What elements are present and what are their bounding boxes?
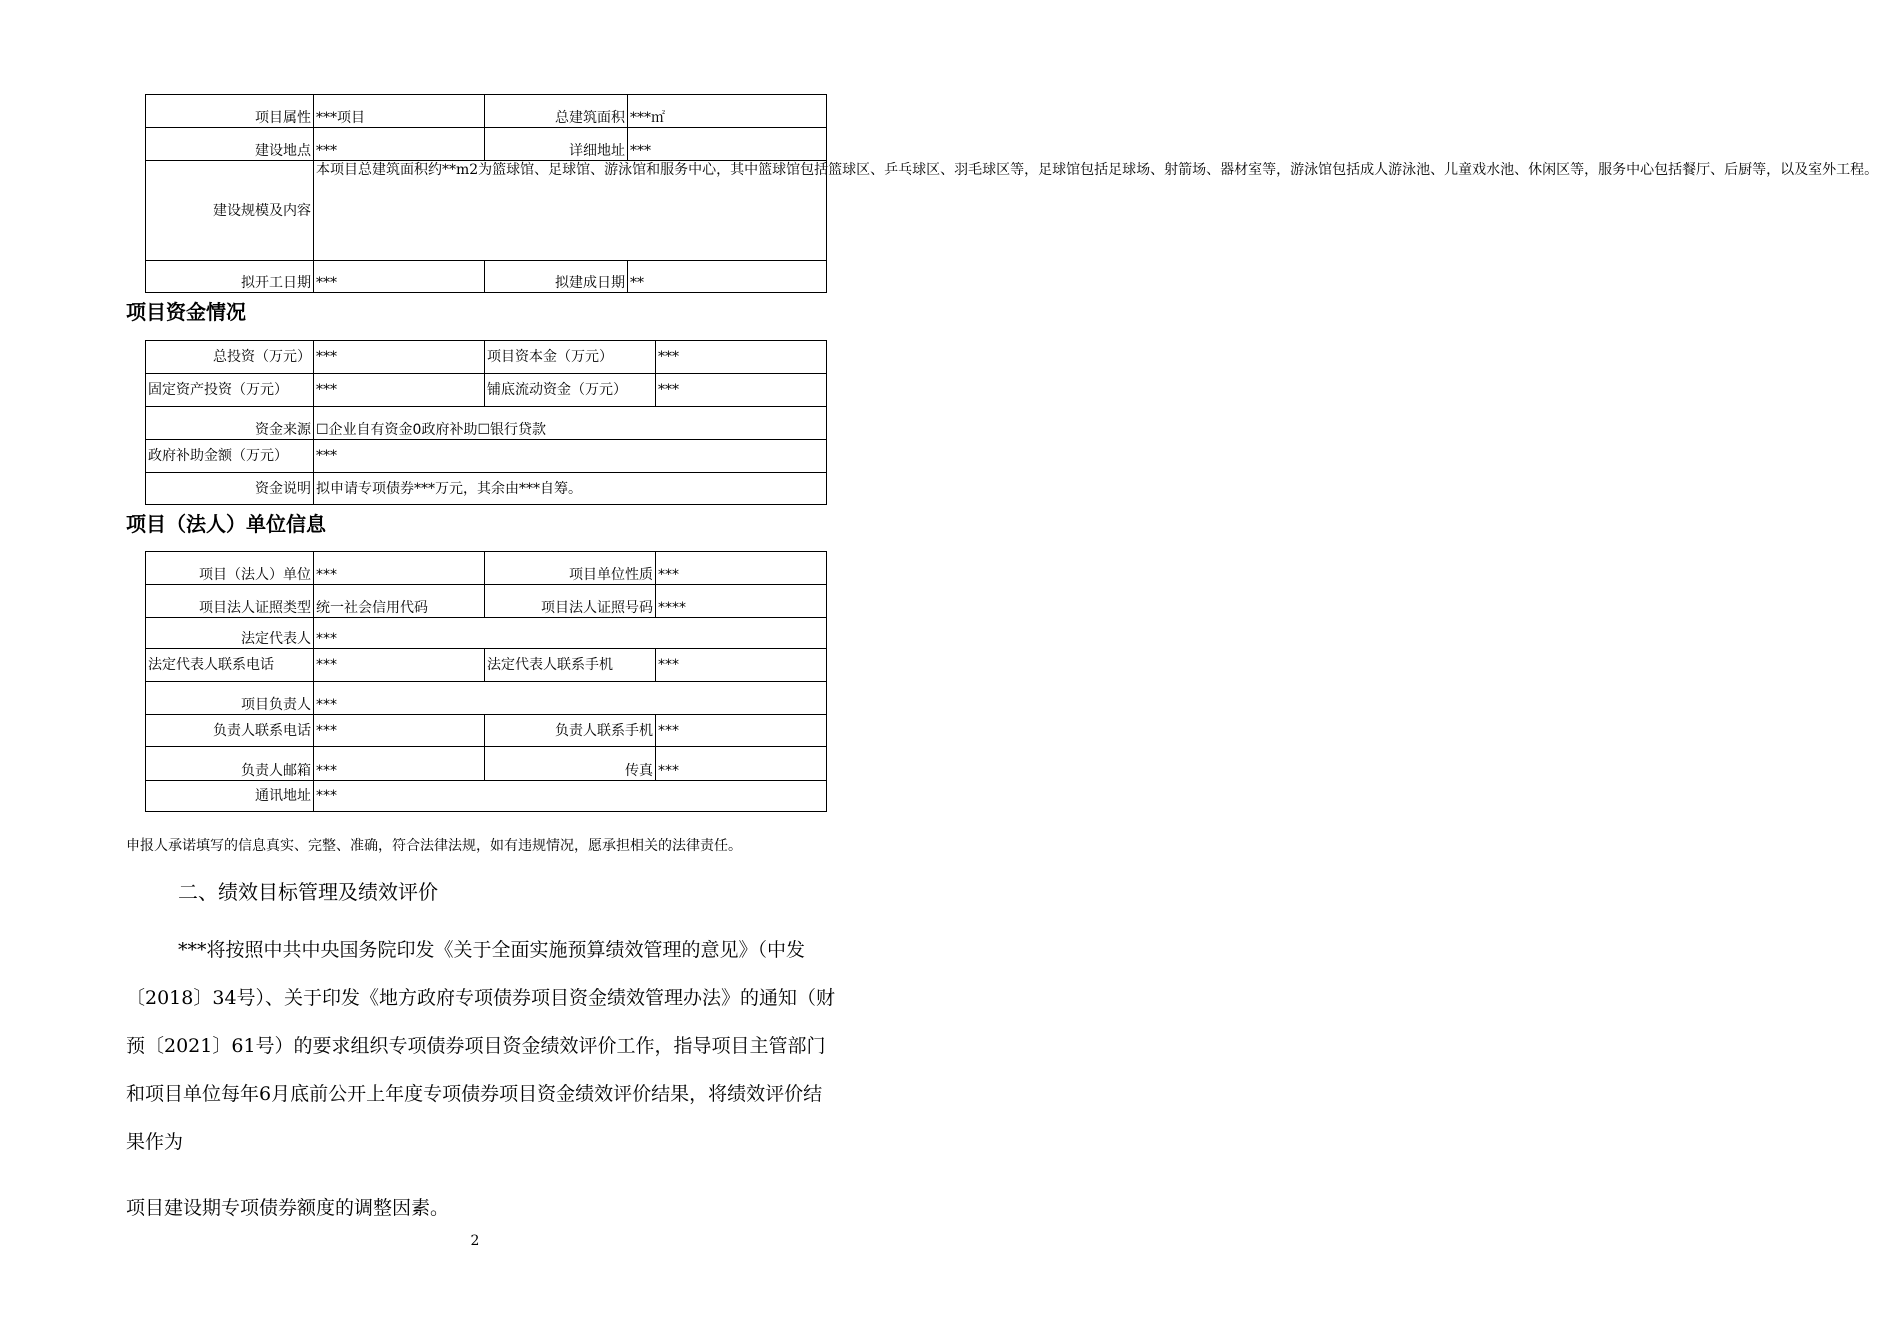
section2-body [126, 926, 836, 1166]
label-subsidy: 政府补助金额（万元） [146, 440, 314, 473]
value-cert-number: **** [656, 585, 827, 618]
label-unit: 项目（法人）单位 [146, 552, 314, 585]
value-unit-nature: *** [656, 552, 827, 585]
unit-heading: 项目（法人）单位信息 [126, 512, 326, 536]
value-rep-mobile: *** [656, 649, 827, 682]
label-total-area: 总建筑面积 [485, 95, 628, 128]
label-total-investment: 总投资（万元） [146, 341, 314, 374]
section2-title: 二、绩效目标管理及绩效评价 [178, 880, 438, 904]
label-project-owner: 项目负责人 [146, 682, 314, 715]
label-scope: 建设规模及内容 [146, 161, 314, 261]
value-project-owner: *** [314, 682, 827, 715]
page-number: 2 [470, 1233, 480, 1249]
value-subsidy: *** [314, 440, 827, 473]
label-cert-type: 项目法人证照类型 [146, 585, 314, 618]
label-legal-rep: 法定代表人 [146, 618, 314, 649]
label-fund-note: 资金说明 [146, 473, 314, 505]
unit-table [145, 551, 827, 812]
value-fixed-assets: *** [314, 374, 485, 407]
value-address: *** [628, 128, 827, 161]
label-project-attribute: 项目属性 [146, 95, 314, 128]
funds-heading: 项目资金情况 [126, 300, 246, 324]
value-start-date: *** [314, 261, 485, 293]
applicant-pledge: 申报人承诺填写的信息真实、完整、准确，符合法律法规，如有违规情况，愿承担相关的法律责任。 [126, 838, 742, 854]
project-basic-table [145, 94, 1878, 293]
value-total-area: ***㎡ [628, 95, 827, 128]
label-rep-mobile: 法定代表人联系手机 [485, 649, 656, 682]
label-cert-number: 项目法人证照号码 [485, 585, 656, 618]
label-site: 建设地点 [146, 128, 314, 161]
label-unit-nature: 项目单位性质 [485, 552, 656, 585]
value-legal-rep: *** [314, 618, 827, 649]
label-capital: 项目资本金（万元） [485, 341, 656, 374]
label-rep-phone: 法定代表人联系电话 [146, 649, 314, 682]
funds-table [145, 340, 827, 505]
label-owner-phone: 负责人联系电话 [146, 715, 314, 747]
value-finish-date: ** [628, 261, 827, 293]
value-fund-source: ☐企业自有资金0政府补助☐银行贷款 [314, 407, 827, 440]
value-total-investment: *** [314, 341, 485, 374]
value-rep-phone: *** [314, 649, 485, 682]
label-working-capital: 铺底流动资金（万元） [485, 374, 656, 407]
label-fund-source: 资金来源 [146, 407, 314, 440]
label-finish-date: 拟建成日期 [485, 261, 628, 293]
label-fax: 传真 [485, 747, 656, 781]
value-project-attribute: ***项目 [314, 95, 485, 128]
label-owner-mobile: 负责人联系手机 [485, 715, 656, 747]
value-working-capital: *** [656, 374, 827, 407]
value-fund-note: 拟申请专项债券***万元，其余由***自筹。 [314, 473, 827, 505]
label-owner-email: 负责人邮箱 [146, 747, 314, 781]
label-address: 详细地址 [485, 128, 628, 161]
value-cert-type: 统一社会信用代码 [314, 585, 485, 618]
value-capital: *** [656, 341, 827, 374]
value-scope: 本项目总建筑面积约**m2为篮球馆、足球馆、游泳馆和服务中心，其中篮球馆包括篮球区、乒乓球区、羽毛球区等，足球馆包括足球场、射箭场、器材室等，游泳馆包括成人游泳池、儿童戏水池、休闲区等，服务中心包括餐厅、后厨等，以及室外工程。 [314, 161, 827, 261]
value-owner-email: *** [314, 747, 485, 781]
label-mailing-address: 通讯地址 [146, 781, 314, 812]
value-unit: *** [314, 552, 485, 585]
section2-body-text: ***将按照中共中央国务院印发《关于全面实施预算绩效管理的意见》（中发〔2018〕34号）、关于印发《地方政府专项债券项目资金绩效管理办法》的通知（财预〔2021〕61号）的要求组织专项债券项目资金绩效评价工作，指导项目主管部门和项目单位每年6月底前公开上年度专项债券项目资金绩效评价结果，将绩效评价结果作为 [126, 939, 836, 1153]
section2-tail: 项目建设期专项债券额度的调整因素。 [126, 1197, 450, 1219]
value-owner-mobile: *** [656, 715, 827, 747]
value-fax: *** [656, 747, 827, 781]
value-owner-phone: *** [314, 715, 485, 747]
value-mailing-address: *** [314, 781, 827, 812]
value-site: *** [314, 128, 485, 161]
label-fixed-assets: 固定资产投资（万元） [146, 374, 314, 407]
label-start-date: 拟开工日期 [146, 261, 314, 293]
